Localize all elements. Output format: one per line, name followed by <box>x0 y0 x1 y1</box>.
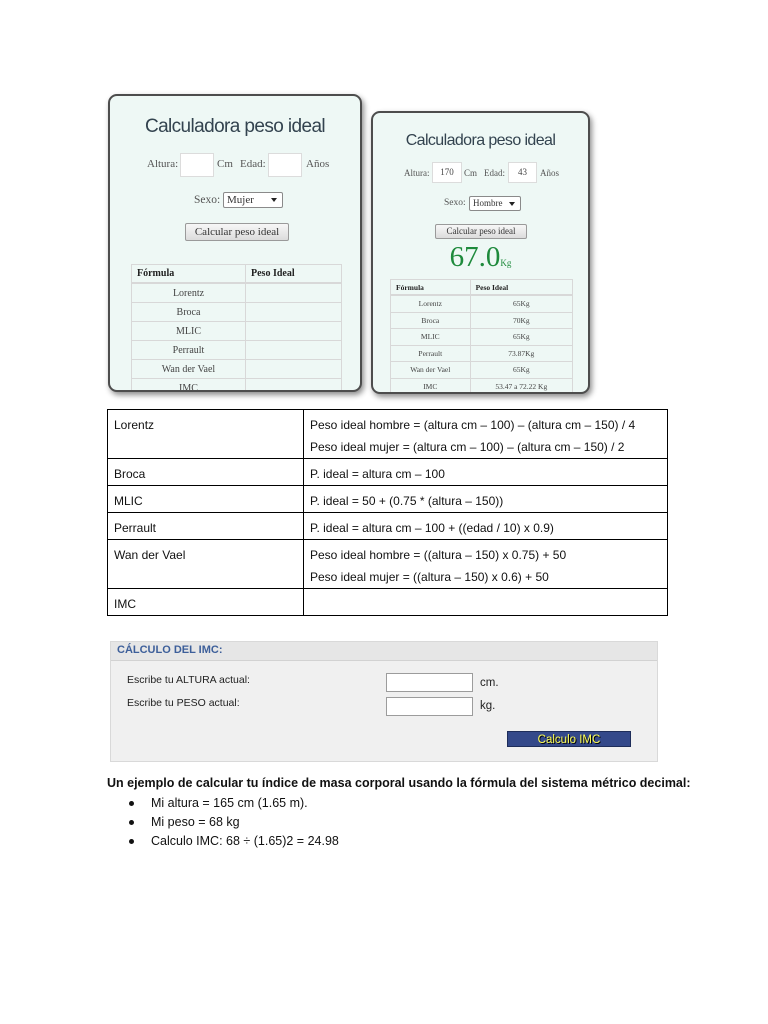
formula-definition <box>304 540 668 589</box>
peso-value: 65Kg <box>470 295 572 312</box>
table-header-row <box>391 280 573 296</box>
formula-line: P. ideal = altura cm – 100 <box>310 467 445 481</box>
table-row <box>391 295 573 312</box>
table-row <box>132 322 342 341</box>
table-row <box>391 345 573 362</box>
formula-definition <box>304 513 668 540</box>
peso-unit: kg. <box>480 700 496 712</box>
altura-input[interactable] <box>180 153 214 177</box>
edad-label: Edad: <box>484 168 505 178</box>
example-section <box>107 776 747 851</box>
altura-label: Escribe tu ALTURA actual: <box>127 674 250 686</box>
sexo-select[interactable] <box>223 192 283 208</box>
formula-name: MLIC <box>108 486 304 513</box>
table-row <box>132 283 342 303</box>
column-header-peso: Peso Ideal <box>246 265 342 284</box>
formula-line: P. ideal = 50 + (0.75 * (altura – 150)) <box>310 494 504 508</box>
formula-name: Wan der Vael <box>132 360 246 379</box>
formula-name: Broca <box>108 459 304 486</box>
anos-label: Años <box>306 158 330 170</box>
anos-label: Años <box>540 168 560 178</box>
column-header-formula: Fórmula <box>391 280 471 296</box>
calculate-imc-button[interactable]: Calculo IMC <box>507 731 631 747</box>
formula-name: MLIC <box>132 322 246 341</box>
formula-line: Peso ideal mujer = (altura cm – 100) – (altura cm – 150) / 2 <box>310 440 625 454</box>
result-unit: Kg <box>500 258 512 268</box>
calculator-title: Calculadora peso ideal <box>405 132 556 149</box>
table-row <box>132 360 342 379</box>
formula-name: MLIC <box>391 329 471 346</box>
table-row <box>108 486 668 513</box>
bullet-dot-icon <box>129 801 134 806</box>
formula-name: IMC <box>108 589 304 616</box>
formula-name: Lorentz <box>132 283 246 303</box>
peso-label: Escribe tu PESO actual: <box>127 697 240 709</box>
list-item-text: Mi peso = 68 kg <box>151 815 240 829</box>
cm-label: Cm <box>217 158 233 170</box>
altura-input[interactable]: 170 <box>432 162 462 183</box>
sexo-label: Sexo: <box>444 198 466 208</box>
formula-name: Perrault <box>132 341 246 360</box>
peso-value <box>246 303 342 322</box>
table-row <box>391 362 573 379</box>
formula-line: P. ideal = altura cm – 100 + ((edad / 10) x 0.9) <box>310 521 554 535</box>
formula-line: Peso ideal hombre = ((altura – 150) x 0.75) + 50 <box>310 548 567 562</box>
calculate-button[interactable]: Calcular peso ideal <box>435 224 527 239</box>
peso-value: 70Kg <box>470 312 572 329</box>
table-row <box>391 378 573 394</box>
column-header-peso: Peso Ideal <box>470 280 572 296</box>
formula-name: Wan der Vael <box>391 362 471 379</box>
formula-definition <box>304 459 668 486</box>
chevron-down-icon <box>509 202 515 206</box>
list-item-text: Calculo IMC: 68 ÷ (1.65)2 = 24.98 <box>151 834 339 848</box>
peso-value: 65Kg <box>470 329 572 346</box>
formula-name: Broca <box>132 303 246 322</box>
list-item <box>107 794 747 813</box>
formula-line: Peso ideal hombre = (altura cm – 100) – (altura cm – 150) / 4 <box>310 418 636 432</box>
bullet-dot-icon <box>129 820 134 825</box>
cm-label: Cm <box>464 168 478 178</box>
formula-name: IMC <box>132 379 246 393</box>
result-display <box>373 241 588 274</box>
formula-definition <box>304 486 668 513</box>
peso-value <box>246 322 342 341</box>
table-row <box>391 329 573 346</box>
table-row <box>108 513 668 540</box>
column-header-formula: Fórmula <box>132 265 246 284</box>
results-table <box>390 279 573 394</box>
altura-input[interactable] <box>386 673 473 692</box>
result-value: 67.0 <box>449 241 501 273</box>
table-header-row <box>132 265 342 284</box>
edad-input[interactable]: 43 <box>508 162 537 183</box>
formula-name: IMC <box>391 378 471 394</box>
calculator-title: Calculadora peso ideal <box>144 116 326 137</box>
table-row <box>108 410 668 459</box>
imc-form-header <box>111 642 657 661</box>
list-item-text: Mi altura = 165 cm (1.65 m). <box>151 796 308 810</box>
sexo-select[interactable] <box>469 196 521 211</box>
table-row <box>108 459 668 486</box>
calculate-button[interactable]: Calcular peso ideal <box>185 223 289 241</box>
edad-input[interactable] <box>268 153 302 177</box>
sexo-select-value: Hombre <box>473 198 503 208</box>
formula-name: Lorentz <box>108 410 304 459</box>
imc-form <box>110 641 658 762</box>
chevron-down-icon <box>271 198 277 202</box>
table-row <box>132 303 342 322</box>
example-list <box>107 794 747 851</box>
sexo-select-value: Mujer <box>227 194 254 206</box>
table-row <box>391 312 573 329</box>
list-item <box>107 832 747 851</box>
imc-form-title: CÁLCULO DEL IMC: <box>117 644 223 656</box>
peso-value: 73.87Kg <box>470 345 572 362</box>
table-row <box>108 540 668 589</box>
formula-table <box>107 409 668 616</box>
calculator-card-filled <box>371 111 590 394</box>
table-row <box>132 341 342 360</box>
peso-value <box>246 379 342 393</box>
formula-definition <box>304 410 668 459</box>
peso-value <box>246 341 342 360</box>
results-table <box>131 264 342 392</box>
formula-line: Peso ideal mujer = ((altura – 150) x 0.6) + 50 <box>310 570 549 584</box>
altura-label: Altura: <box>404 168 430 178</box>
formula-definition <box>304 589 668 616</box>
peso-value <box>246 360 342 379</box>
calculator-card-empty <box>108 94 362 392</box>
formula-name: Wan der Vael <box>108 540 304 589</box>
altura-unit: cm. <box>480 677 499 689</box>
altura-label: Altura: <box>147 158 179 170</box>
peso-input[interactable] <box>386 697 473 716</box>
list-item <box>107 813 747 832</box>
peso-value: 53.47 a 72.22 Kg <box>470 378 572 394</box>
table-row <box>132 379 342 393</box>
formula-name: Perrault <box>108 513 304 540</box>
example-heading: Un ejemplo de calcular tu índice de masa corporal usando la fórmula del sistema métrico decimal: <box>107 776 691 790</box>
edad-label: Edad: <box>240 158 266 170</box>
formula-name: Lorentz <box>391 295 471 312</box>
formula-name: Broca <box>391 312 471 329</box>
peso-value <box>246 283 342 303</box>
sexo-label: Sexo: <box>194 194 221 206</box>
formula-name: Perrault <box>391 345 471 362</box>
table-row <box>108 589 668 616</box>
bullet-dot-icon <box>129 839 134 844</box>
peso-value: 65Kg <box>470 362 572 379</box>
